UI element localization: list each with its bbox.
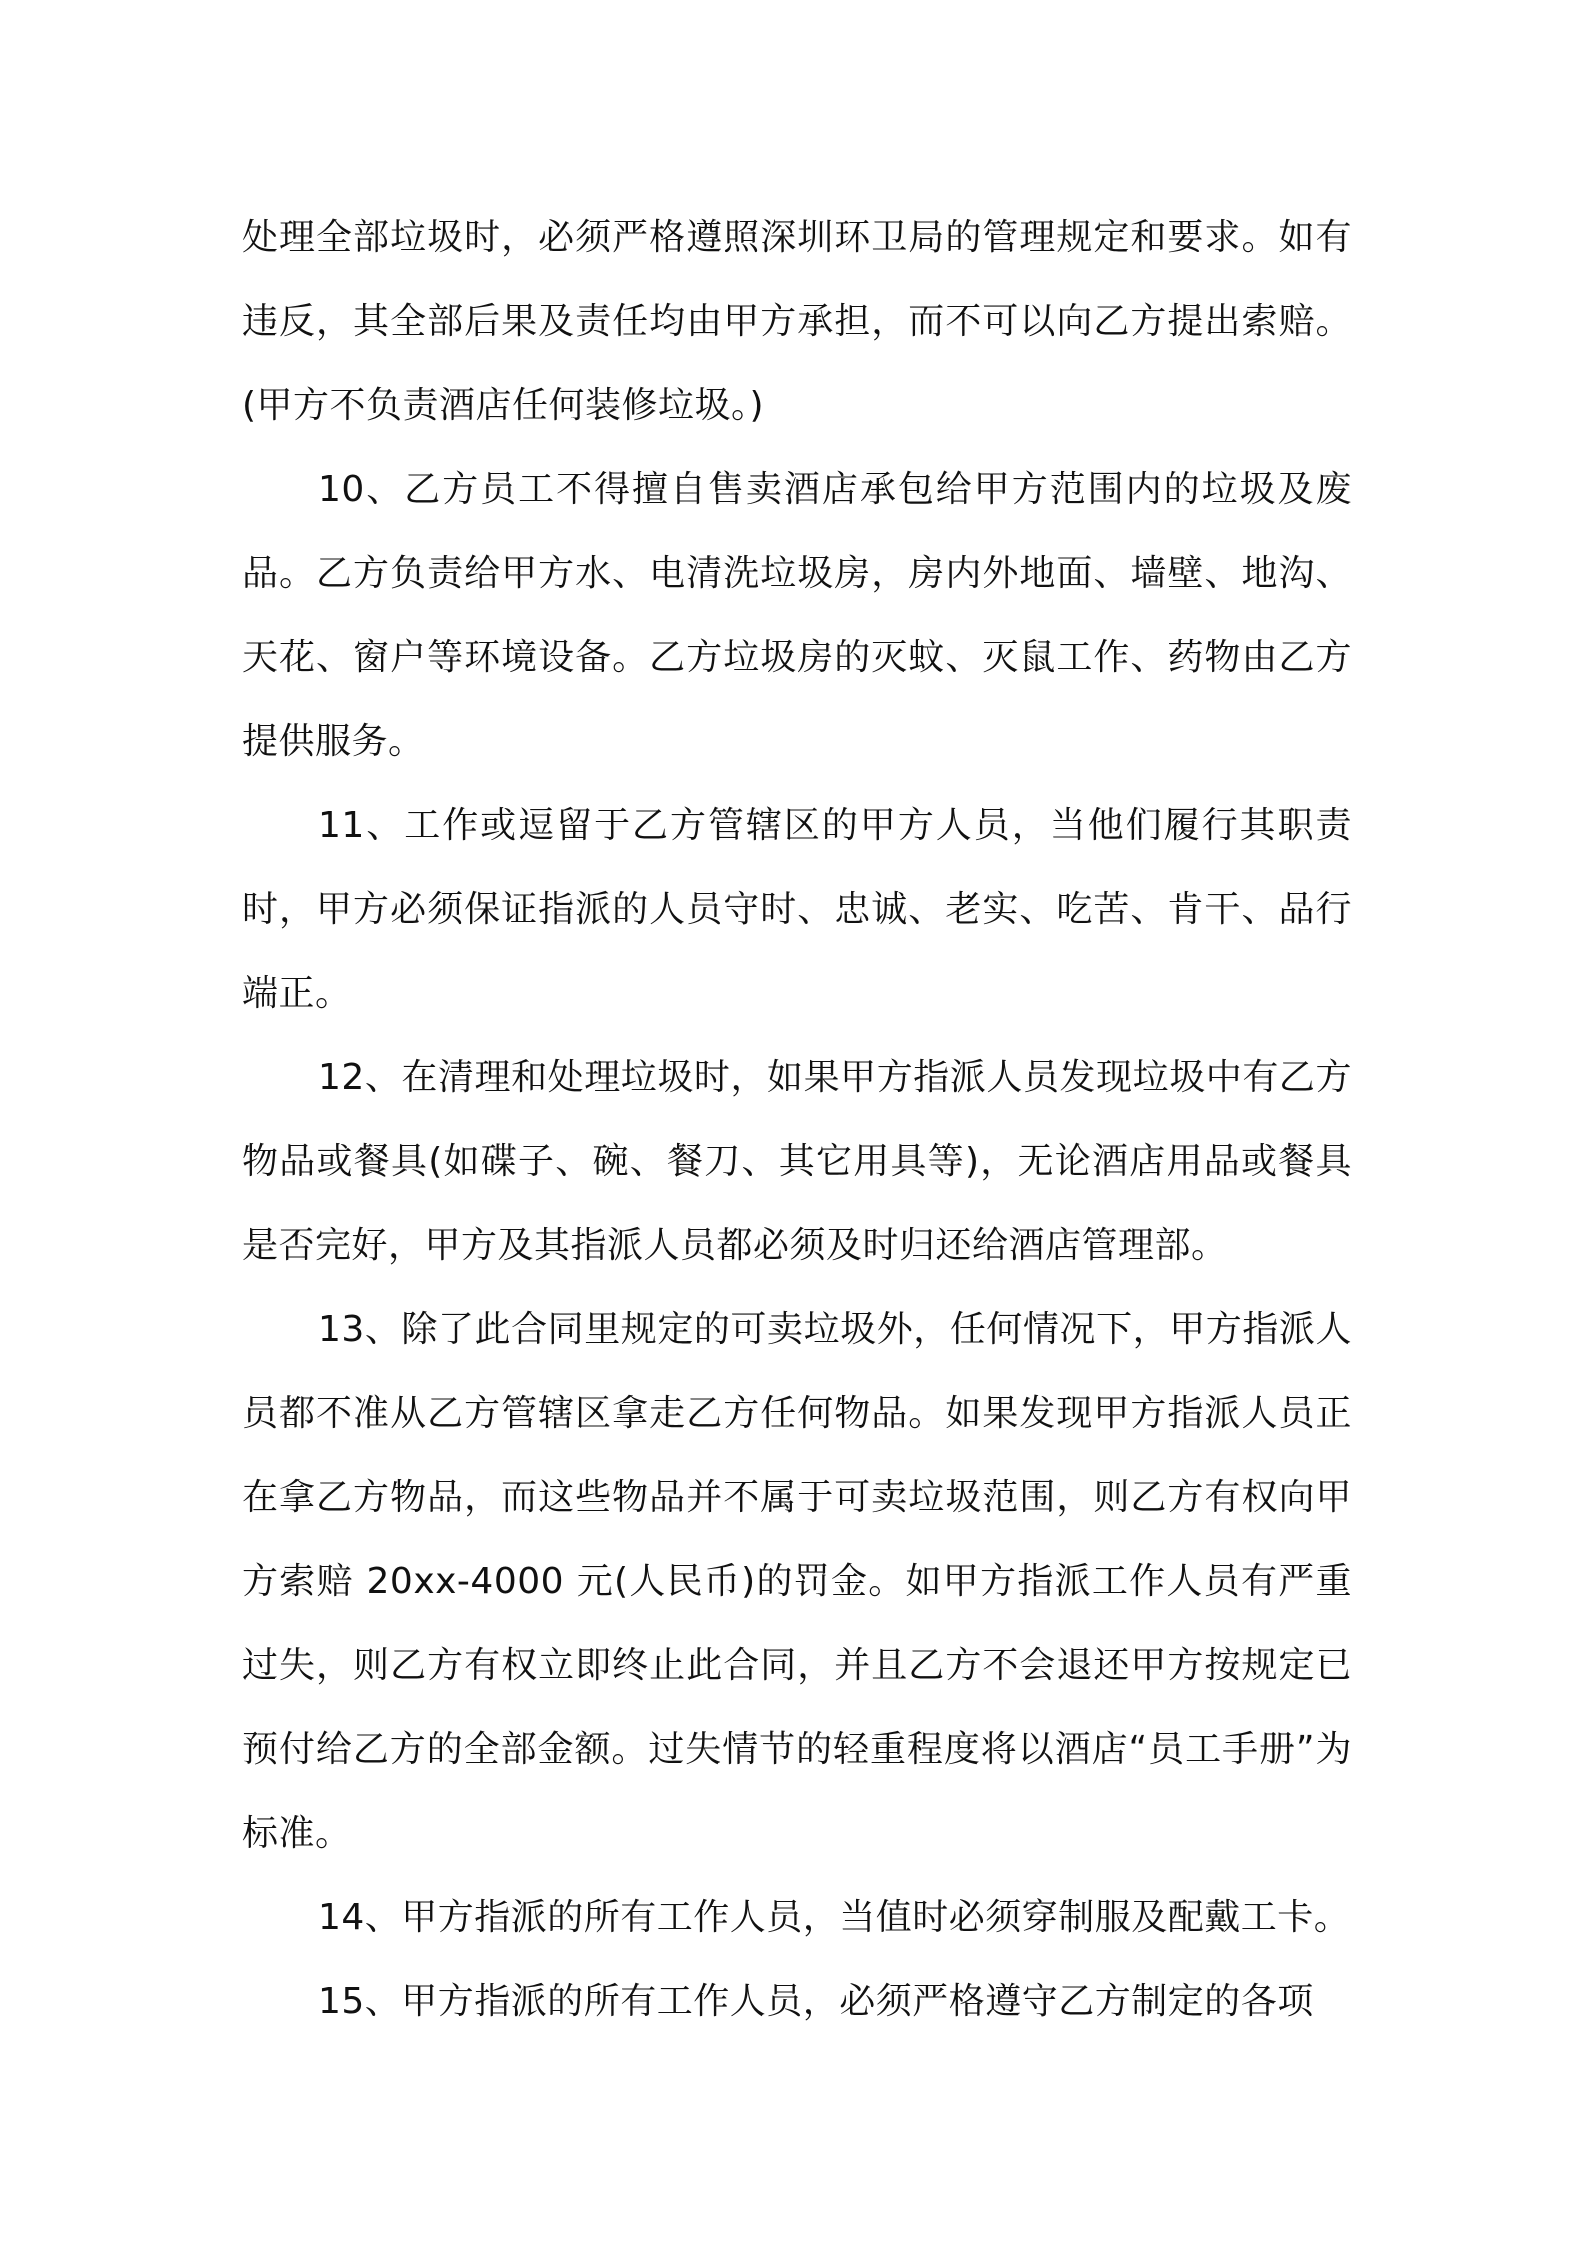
paragraph-clause-9-continued: 处理全部垃圾时，必须严格遵照深圳环卫局的管理规定和要求。如有违反，其全部后果及责任均由甲方承担，而不可以向乙方提出索赔。(甲方不负责酒店任何装修垃圾。) (242, 217, 1352, 426)
paragraph-clause-13: 13、除了此合同里规定的可卖垃圾外，任何情况下，甲方指派人员都不准从乙方管辖区拿走乙方任何物品。如果发现甲方指派人员正在拿乙方物品，而这些物品并不属于可卖垃圾范围，则乙方有权向甲方索赔 20xx-4000 元(人民币)的罚金。如甲方指派工作人员有严重过失，则乙方有权立即终止此合同，并且乙方不会退还甲方按规定已预付给乙方的全部金额。过失情节的轻重程度将以酒店“员工手册”为标准。 (242, 1309, 1352, 1854)
document-body (242, 196, 1352, 2044)
paragraph-clause-11: 11、工作或逗留于乙方管辖区的甲方人员，当他们履行其职责时，甲方必须保证指派的人员守时、忠诚、老实、吃苦、肯干、品行端正。 (242, 805, 1352, 1014)
paragraph-clause-14: 14、甲方指派的所有工作人员，当值时必须穿制服及配戴工卡。 (318, 1897, 1351, 1938)
paragraph-clause-10: 10、乙方员工不得擅自售卖酒店承包给甲方范围内的垃圾及废品。乙方负责给甲方水、电清洗垃圾房，房内外地面、墙壁、地沟、天花、窗户等环境设备。乙方垃圾房的灭蚊、灭鼠工作、药物由乙方提供服务。 (242, 469, 1352, 762)
paragraph-clause-15: 15、甲方指派的所有工作人员，必须严格遵守乙方制定的各项 (318, 1981, 1314, 2022)
paragraph-clause-12: 12、在清理和处理垃圾时，如果甲方指派人员发现垃圾中有乙方物品或餐具(如碟子、碗、餐刀、其它用具等)，无论酒店用品或餐具是否完好，甲方及其指派人员都必须及时归还给酒店管理部。 (242, 1057, 1352, 1266)
